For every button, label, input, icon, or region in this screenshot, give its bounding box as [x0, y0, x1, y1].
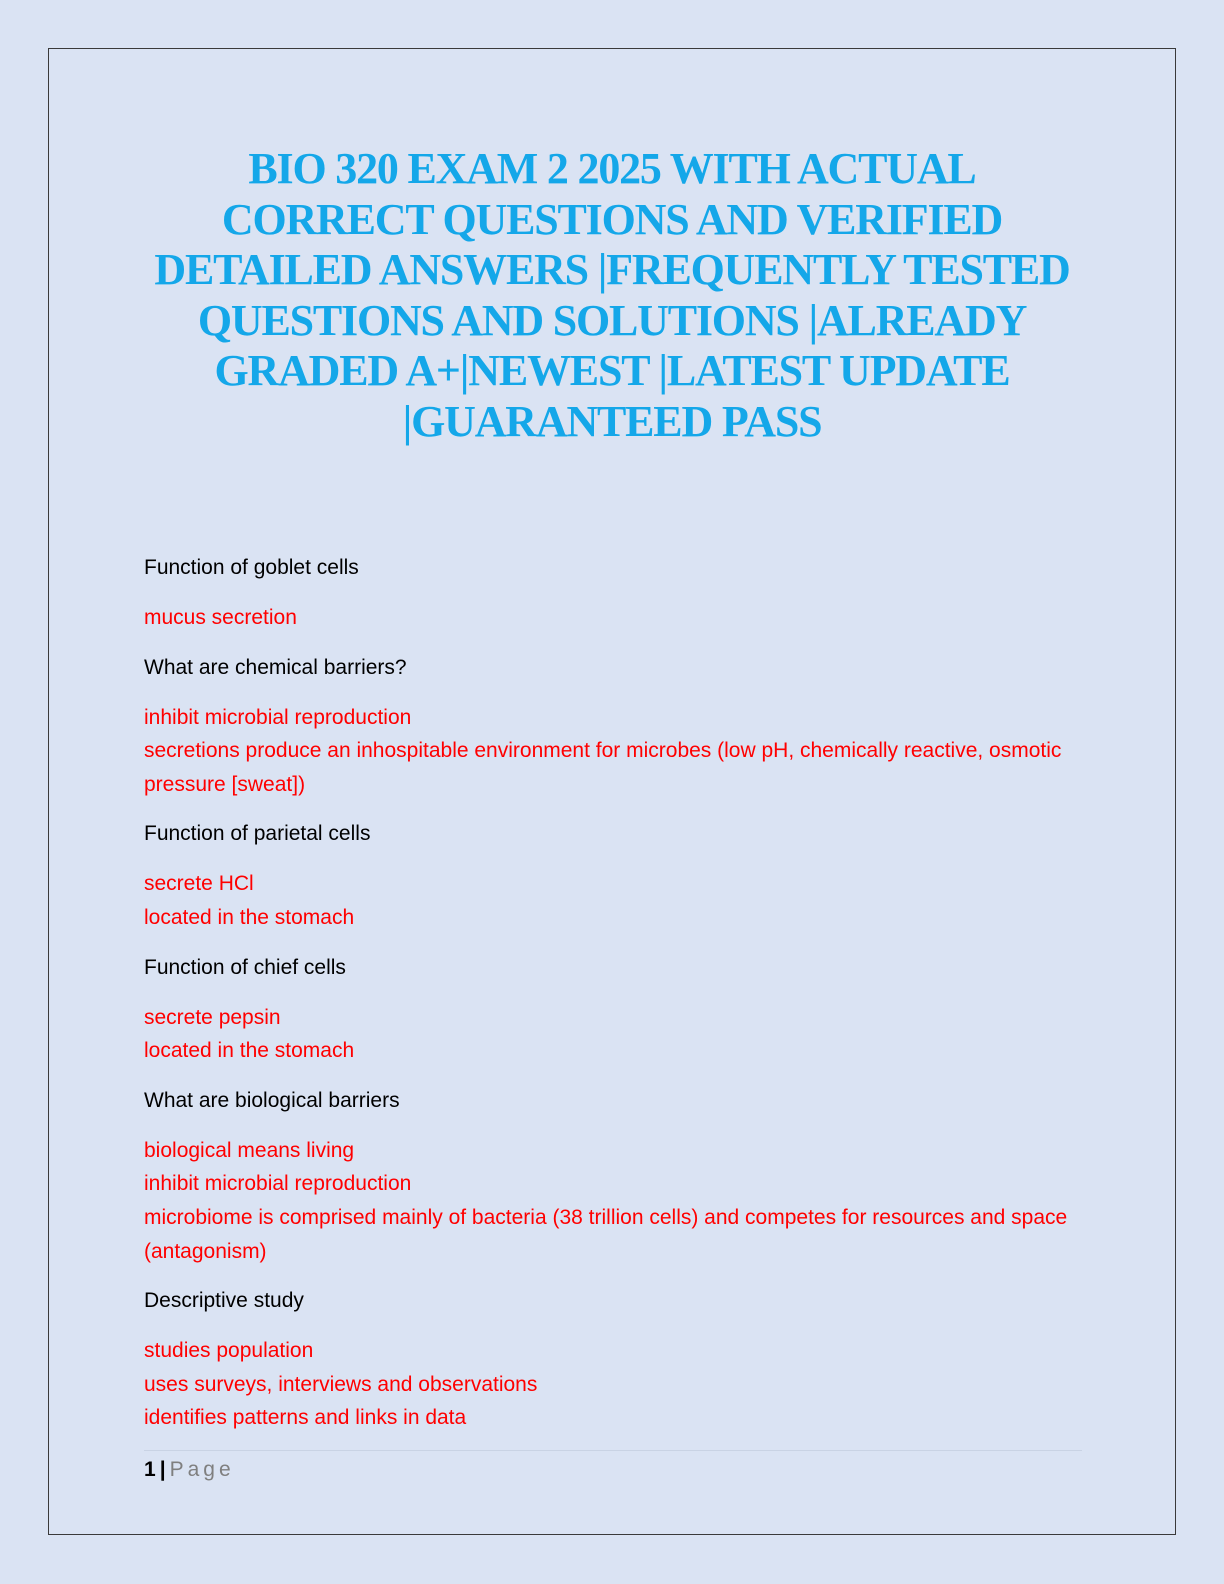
answer-text	[144, 1001, 1074, 1068]
question-text: Descriptive study	[144, 1289, 304, 1313]
answer-line: identifies patterns and links in data	[144, 1406, 467, 1430]
title-line: CORRECT QUESTIONS AND VERIFIED	[221, 194, 1003, 244]
answer-line: secrete HCl	[144, 872, 254, 896]
answer-line: uses surveys, interviews and observations	[144, 1372, 538, 1396]
title-line: DETAILED ANSWERS |FREQUENTLY TESTED	[154, 245, 1070, 294]
answer-line: secrete pepsin	[144, 1005, 281, 1029]
page-label: Page	[169, 1458, 235, 1481]
question-text: Function of goblet cells	[144, 556, 359, 579]
qa-item-chief-cells	[144, 951, 1074, 1068]
page-footer	[144, 1455, 235, 1485]
answer-text	[144, 867, 1074, 934]
question-text: Function of parietal cells	[144, 822, 371, 846]
question-text: What are chemical barriers?	[144, 655, 407, 679]
answer-text	[144, 1134, 1074, 1268]
answer-text	[144, 701, 1074, 802]
answer-text	[144, 1334, 1074, 1435]
qa-list	[144, 551, 1074, 1451]
document-title	[140, 144, 1084, 447]
answer-text	[144, 601, 1074, 635]
title-line: GRADED A+|NEWEST |LATEST UPDATE	[214, 346, 1010, 395]
footer-divider	[144, 1450, 1082, 1451]
answer-line: secretions produce an inhospitable environment for microbes (low pH, chemically reactive, osmotic pressure [sweat])	[144, 739, 1062, 796]
answer-line: located in the stomach	[144, 905, 355, 929]
answer-line: inhibit microbial reproduction	[144, 1172, 412, 1196]
answer-line: located in the stomach	[144, 1039, 355, 1063]
title-line: BIO 320 EXAM 2 2025 WITH ACTUAL	[248, 144, 976, 193]
answer-line: mucus secretion	[144, 606, 297, 629]
question-text: Function of chief cells	[144, 955, 346, 979]
qa-item-chemical-barriers	[144, 651, 1074, 802]
page-number: 1	[144, 1458, 156, 1481]
qa-item-descriptive-study	[144, 1284, 1074, 1435]
qa-item-biological-barriers	[144, 1084, 1074, 1268]
footer-separator: |	[159, 1458, 166, 1481]
answer-line: studies population	[144, 1339, 314, 1363]
question-text: What are biological barriers	[144, 1088, 400, 1112]
answer-line: biological means living	[144, 1138, 355, 1162]
title-line: QUESTIONS AND SOLUTIONS |ALREADY	[197, 295, 1027, 345]
answer-line: inhibit microbial reproduction	[144, 705, 412, 729]
qa-item-parietal-cells	[144, 817, 1074, 934]
answer-line: microbiome is comprised mainly of bacteria (38 trillion cells) and competes for resources and space (antagonism)	[144, 1205, 1068, 1263]
qa-item-goblet-cells	[144, 551, 1074, 635]
title-line: |GUARANTEED PASS	[402, 396, 822, 446]
